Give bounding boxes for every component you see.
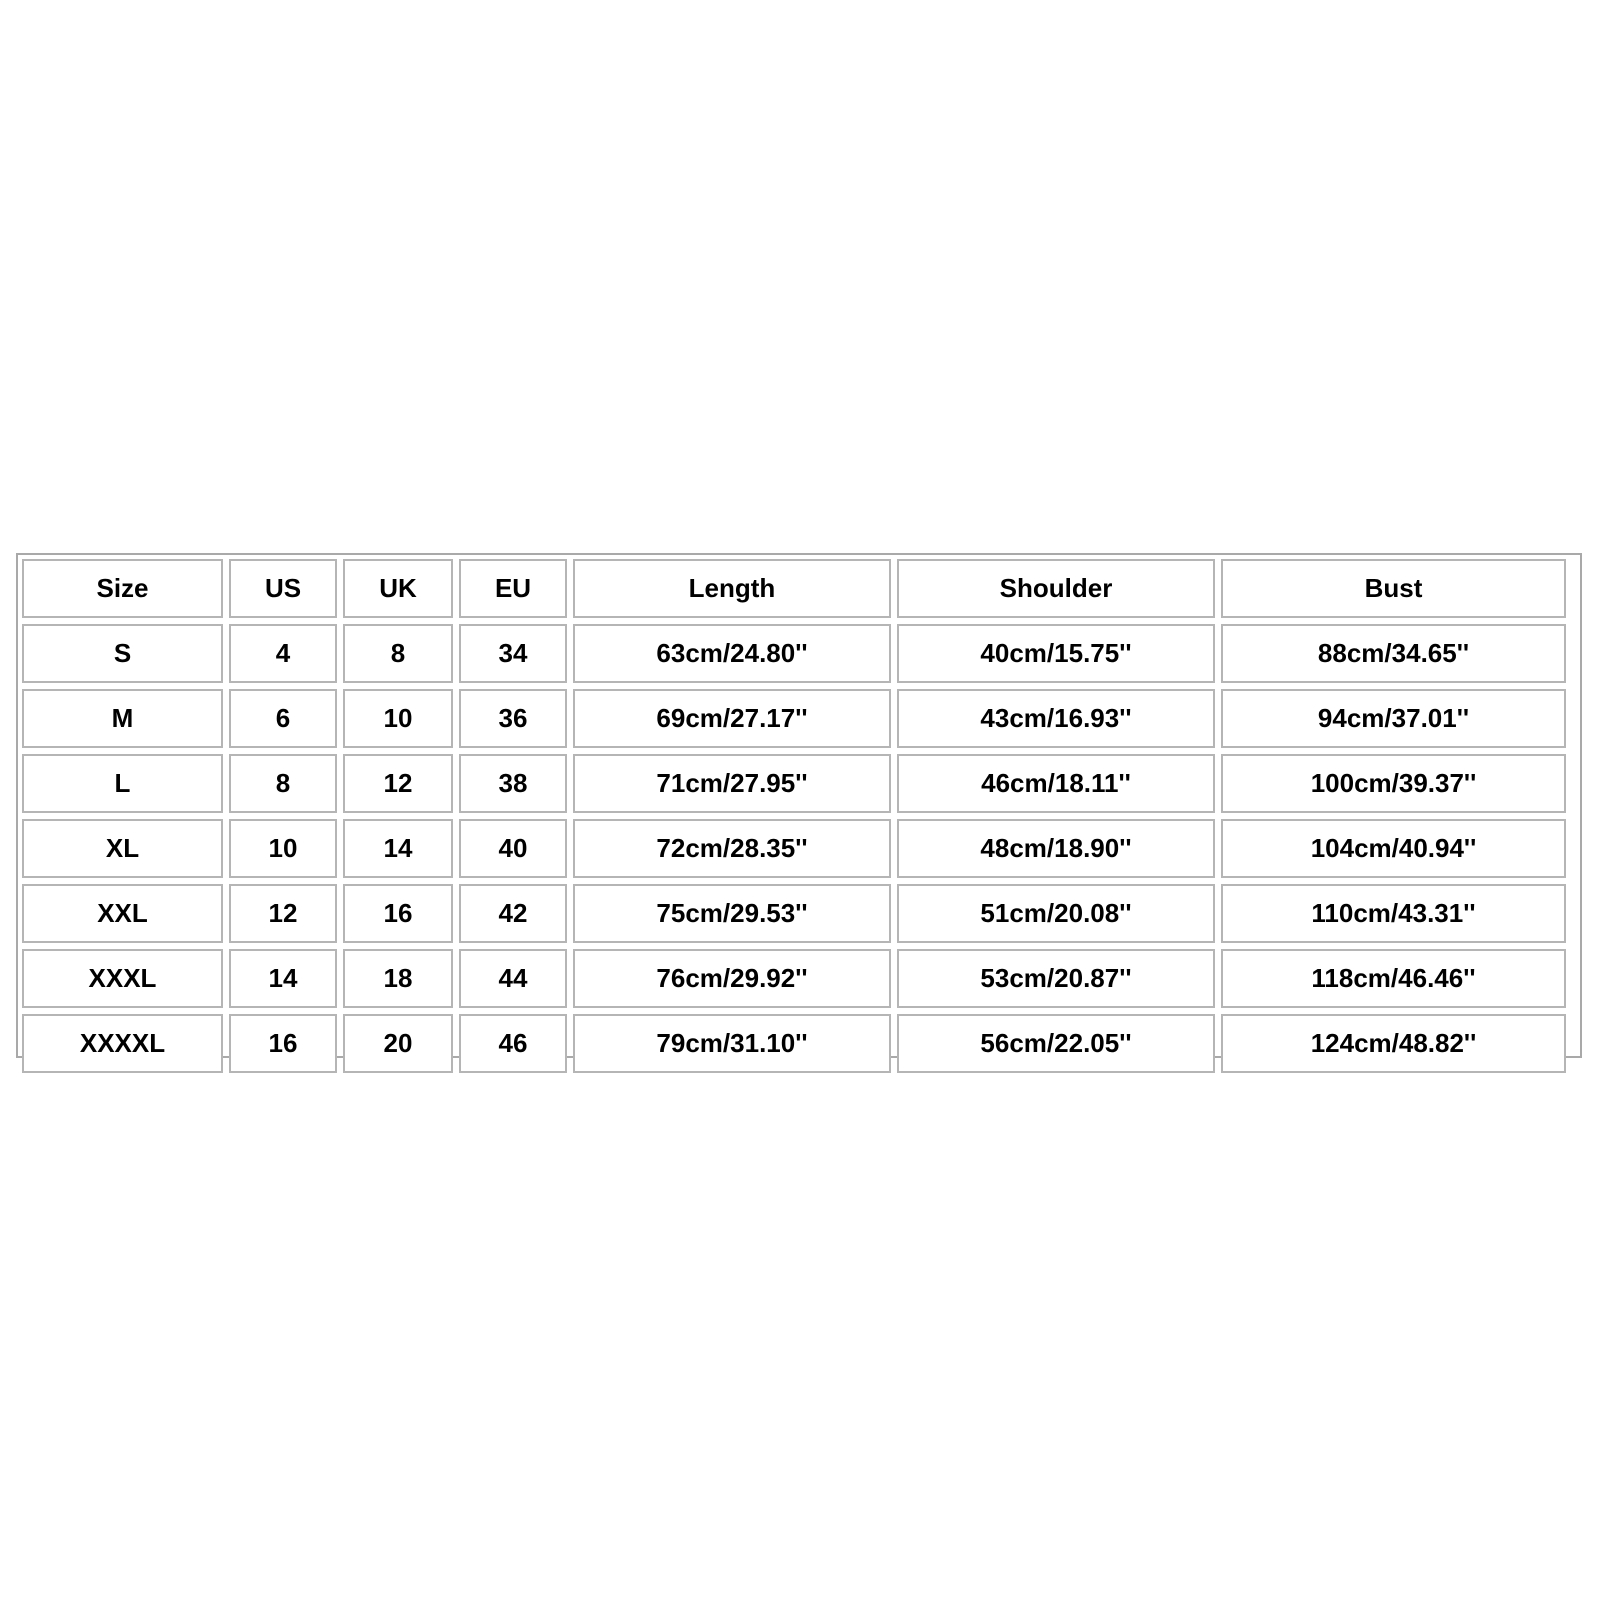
cell-bust: 124cm/48.82'' xyxy=(1221,1014,1566,1073)
cell-eu: 46 xyxy=(459,1014,567,1073)
cell-shoulder: 40cm/15.75'' xyxy=(897,624,1215,683)
cell-uk: 20 xyxy=(343,1014,453,1073)
cell-shoulder: 43cm/16.93'' xyxy=(897,689,1215,748)
cell-size: S xyxy=(22,624,223,683)
header-row xyxy=(22,559,1566,618)
cell-size: XXL xyxy=(22,884,223,943)
header-cell-bust: Bust xyxy=(1221,559,1566,618)
cell-uk: 8 xyxy=(343,624,453,683)
cell-bust: 104cm/40.94'' xyxy=(1221,819,1566,878)
cell-bust: 94cm/37.01'' xyxy=(1221,689,1566,748)
cell-length: 79cm/31.10'' xyxy=(573,1014,891,1073)
size-chart xyxy=(16,553,1582,1058)
header-cell-shoulder: Shoulder xyxy=(897,559,1215,618)
cell-size: XXXL xyxy=(22,949,223,1008)
cell-us: 12 xyxy=(229,884,337,943)
cell-length: 75cm/29.53'' xyxy=(573,884,891,943)
cell-uk: 18 xyxy=(343,949,453,1008)
table-row xyxy=(22,819,1566,878)
cell-us: 10 xyxy=(229,819,337,878)
table-row xyxy=(22,754,1566,813)
cell-length: 76cm/29.92'' xyxy=(573,949,891,1008)
cell-length: 63cm/24.80'' xyxy=(573,624,891,683)
cell-eu: 42 xyxy=(459,884,567,943)
cell-length: 72cm/28.35'' xyxy=(573,819,891,878)
cell-uk: 16 xyxy=(343,884,453,943)
cell-shoulder: 51cm/20.08'' xyxy=(897,884,1215,943)
header-cell-uk: UK xyxy=(343,559,453,618)
cell-length: 71cm/27.95'' xyxy=(573,754,891,813)
table-row xyxy=(22,949,1566,1008)
cell-eu: 40 xyxy=(459,819,567,878)
header-cell-eu: EU xyxy=(459,559,567,618)
cell-us: 16 xyxy=(229,1014,337,1073)
cell-us: 14 xyxy=(229,949,337,1008)
cell-bust: 110cm/43.31'' xyxy=(1221,884,1566,943)
cell-us: 4 xyxy=(229,624,337,683)
table-row xyxy=(22,689,1566,748)
table-row xyxy=(22,1014,1566,1073)
cell-bust: 100cm/39.37'' xyxy=(1221,754,1566,813)
header-cell-length: Length xyxy=(573,559,891,618)
header-cell-us: US xyxy=(229,559,337,618)
cell-shoulder: 46cm/18.11'' xyxy=(897,754,1215,813)
size-table xyxy=(16,553,1572,1079)
cell-uk: 14 xyxy=(343,819,453,878)
cell-length: 69cm/27.17'' xyxy=(573,689,891,748)
cell-size: M xyxy=(22,689,223,748)
cell-shoulder: 48cm/18.90'' xyxy=(897,819,1215,878)
cell-us: 6 xyxy=(229,689,337,748)
cell-eu: 44 xyxy=(459,949,567,1008)
header-cell-size: Size xyxy=(22,559,223,618)
table-row xyxy=(22,624,1566,683)
cell-eu: 34 xyxy=(459,624,567,683)
cell-eu: 38 xyxy=(459,754,567,813)
cell-shoulder: 56cm/22.05'' xyxy=(897,1014,1215,1073)
table-row xyxy=(22,884,1566,943)
cell-uk: 12 xyxy=(343,754,453,813)
cell-size: XXXXL xyxy=(22,1014,223,1073)
cell-eu: 36 xyxy=(459,689,567,748)
cell-shoulder: 53cm/20.87'' xyxy=(897,949,1215,1008)
cell-size: XL xyxy=(22,819,223,878)
cell-size: L xyxy=(22,754,223,813)
cell-bust: 88cm/34.65'' xyxy=(1221,624,1566,683)
cell-bust: 118cm/46.46'' xyxy=(1221,949,1566,1008)
cell-us: 8 xyxy=(229,754,337,813)
cell-uk: 10 xyxy=(343,689,453,748)
